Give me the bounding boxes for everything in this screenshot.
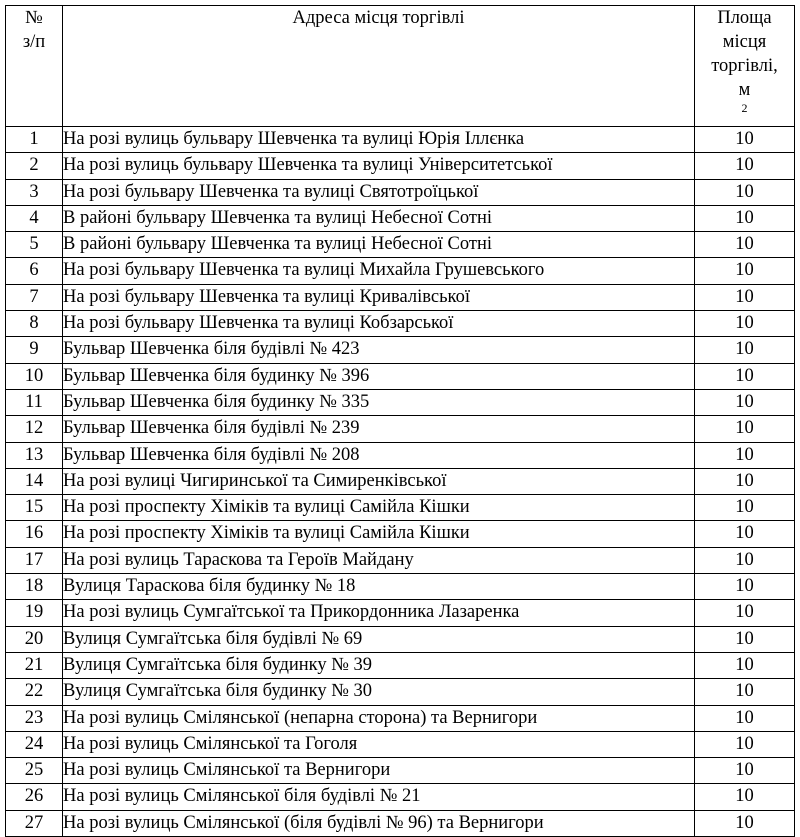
row-address: На розі вулиць Смілянської та Вернигори <box>63 758 695 784</box>
row-address: Бульвар Шевченка біля будинку № 335 <box>63 389 695 415</box>
table-row <box>6 547 795 573</box>
row-address: На розі вулиць Тараскова та Героїв Майдану <box>63 547 695 573</box>
row-number: 16 <box>6 521 63 547</box>
row-number: 9 <box>6 337 63 363</box>
row-address: В районі бульвару Шевченка та вулиці Небесної Сотні <box>63 205 695 231</box>
table-row <box>6 153 795 179</box>
table-row <box>6 731 795 757</box>
row-area: 10 <box>695 442 795 468</box>
table-row <box>6 679 795 705</box>
row-area: 10 <box>695 574 795 600</box>
table-row <box>6 442 795 468</box>
row-number: 11 <box>6 389 63 415</box>
row-area: 10 <box>695 337 795 363</box>
table-row <box>6 258 795 284</box>
table-row <box>6 521 795 547</box>
table-row <box>6 232 795 258</box>
table-row <box>6 626 795 652</box>
row-number: 22 <box>6 679 63 705</box>
row-area: 10 <box>695 389 795 415</box>
row-number: 19 <box>6 600 63 626</box>
row-area: 10 <box>695 311 795 337</box>
table-row <box>6 416 795 442</box>
row-number: 4 <box>6 205 63 231</box>
table-body <box>6 127 795 837</box>
row-address: Бульвар Шевченка біля будинку № 396 <box>63 363 695 389</box>
table-row <box>6 337 795 363</box>
trade-locations-table <box>5 5 795 837</box>
row-address: Вулиця Тараскова біля будинку № 18 <box>63 574 695 600</box>
row-number: 18 <box>6 574 63 600</box>
row-area: 10 <box>695 153 795 179</box>
header-number-abbr: з/п <box>22 32 46 52</box>
row-address: Вулиця Сумгаїтська біля будинку № 30 <box>63 679 695 705</box>
row-address: На розі бульвару Шевченка та вулиці Кобзарської <box>63 311 695 337</box>
row-number: 3 <box>6 179 63 205</box>
table-row <box>6 389 795 415</box>
table-row <box>6 495 795 521</box>
table-row <box>6 284 795 310</box>
row-area: 10 <box>695 547 795 573</box>
row-area: 10 <box>695 626 795 652</box>
row-number: 8 <box>6 311 63 337</box>
header-area-line1: Площа <box>717 8 772 28</box>
row-address: На розі бульвару Шевченка та вулиці Святотроїцької <box>63 179 695 205</box>
row-address: На розі бульвару Шевченка та вулиці Кривалівської <box>63 284 695 310</box>
row-address: На розі вулиць Сумгаїтської та Прикордонника Лазаренка <box>63 600 695 626</box>
row-area: 10 <box>695 468 795 494</box>
row-address: Вулиця Сумгаїтська біля будинку № 39 <box>63 652 695 678</box>
header-area-line2: місця <box>722 32 767 52</box>
row-area: 10 <box>695 416 795 442</box>
row-area: 10 <box>695 284 795 310</box>
row-number: 17 <box>6 547 63 573</box>
row-address: На розі вулиці Чигиринської та Симиренківської <box>63 468 695 494</box>
row-number: 13 <box>6 442 63 468</box>
header-address: Адреса місця торгівлі <box>63 6 695 127</box>
row-area: 10 <box>695 679 795 705</box>
row-number: 26 <box>6 784 63 810</box>
row-address: На розі бульвару Шевченка та вулиці Михайла Грушевського <box>63 258 695 284</box>
header-area-unit-sup: 2 <box>741 100 748 115</box>
table-row <box>6 705 795 731</box>
header-area-unit-base: м <box>738 80 751 100</box>
row-number: 20 <box>6 626 63 652</box>
row-address: На розі вулиць Смілянської та Гоголя <box>63 731 695 757</box>
row-area: 10 <box>695 495 795 521</box>
row-number: 25 <box>6 758 63 784</box>
header-number-symbol: № <box>25 8 43 28</box>
row-area: 10 <box>695 521 795 547</box>
row-area: 10 <box>695 258 795 284</box>
header-area <box>695 6 795 127</box>
row-number: 5 <box>6 232 63 258</box>
table-row <box>6 205 795 231</box>
row-area: 10 <box>695 784 795 810</box>
row-address: Бульвар Шевченка біля будівлі № 208 <box>63 442 695 468</box>
row-number: 21 <box>6 652 63 678</box>
header-area-line3: торгівлі, <box>711 56 778 76</box>
table-row <box>6 127 795 153</box>
row-number: 1 <box>6 127 63 153</box>
row-area: 10 <box>695 810 795 836</box>
table-row <box>6 574 795 600</box>
table-row <box>6 179 795 205</box>
table-row <box>6 810 795 836</box>
table-row <box>6 363 795 389</box>
row-area: 10 <box>695 705 795 731</box>
table-row <box>6 758 795 784</box>
row-area: 10 <box>695 758 795 784</box>
row-area: 10 <box>695 600 795 626</box>
row-number: 23 <box>6 705 63 731</box>
header-number <box>6 6 63 127</box>
header-area-unit <box>695 78 794 126</box>
row-number: 2 <box>6 153 63 179</box>
row-address: На розі вулиць бульвару Шевченка та вулиці Університетської <box>63 153 695 179</box>
table-row <box>6 468 795 494</box>
row-address: На розі проспекту Хіміків та вулиці Самійла Кішки <box>63 521 695 547</box>
row-address: Вулиця Сумгаїтська біля будівлі № 69 <box>63 626 695 652</box>
row-area: 10 <box>695 652 795 678</box>
row-area: 10 <box>695 179 795 205</box>
row-number: 6 <box>6 258 63 284</box>
row-area: 10 <box>695 205 795 231</box>
row-number: 7 <box>6 284 63 310</box>
table-row <box>6 311 795 337</box>
row-number: 14 <box>6 468 63 494</box>
row-address: На розі вулиць Смілянської (біля будівлі № 96) та Вернигори <box>63 810 695 836</box>
row-address: На розі вулиць Смілянської біля будівлі № 21 <box>63 784 695 810</box>
row-number: 15 <box>6 495 63 521</box>
row-area: 10 <box>695 232 795 258</box>
table-header-row <box>6 6 795 127</box>
table-row <box>6 600 795 626</box>
row-address: На розі вулиць бульвару Шевченка та вулиці Юрія Іллєнка <box>63 127 695 153</box>
row-area: 10 <box>695 127 795 153</box>
row-area: 10 <box>695 363 795 389</box>
row-area: 10 <box>695 731 795 757</box>
row-number: 27 <box>6 810 63 836</box>
row-number: 10 <box>6 363 63 389</box>
row-address: На розі проспекту Хіміків та вулиці Самійла Кішки <box>63 495 695 521</box>
table-row <box>6 652 795 678</box>
row-address: В районі бульвару Шевченка та вулиці Небесної Сотні <box>63 232 695 258</box>
row-number: 12 <box>6 416 63 442</box>
row-address: Бульвар Шевченка біля будівлі № 239 <box>63 416 695 442</box>
row-number: 24 <box>6 731 63 757</box>
row-address: На розі вулиць Смілянської (непарна сторона) та Вернигори <box>63 705 695 731</box>
row-address: Бульвар Шевченка біля будівлі № 423 <box>63 337 695 363</box>
